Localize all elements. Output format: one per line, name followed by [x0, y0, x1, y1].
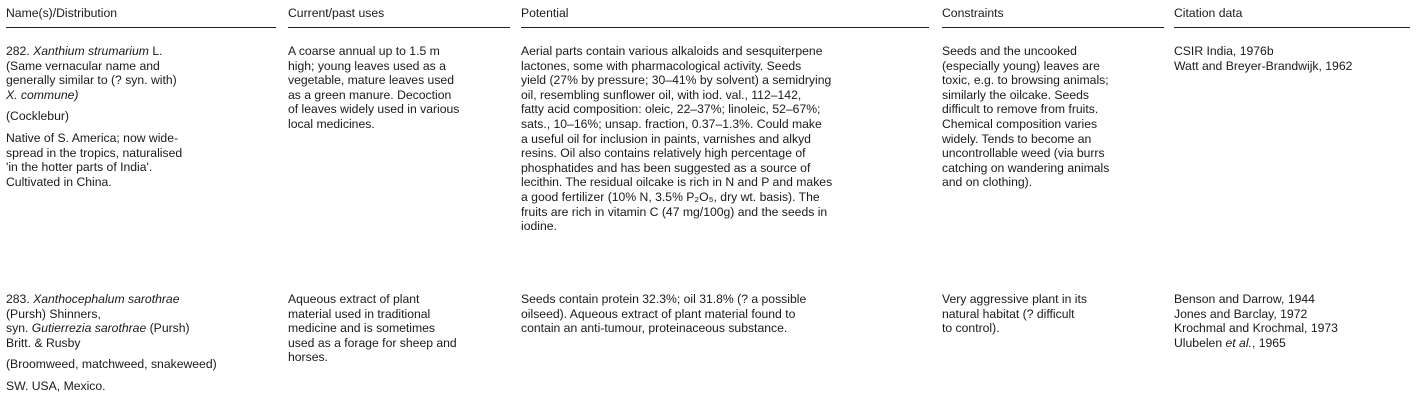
potential-line: contain an anti-tumour, proteinaceous substance.	[521, 321, 788, 336]
potential-line: fatty acid composition: oleic, 22–37%; linoleic, 52–67%;	[521, 102, 821, 117]
constraints-line: Seeds and the uncooked	[942, 44, 1077, 58]
row-283-uses	[288, 292, 510, 365]
uses-line: horses.	[288, 350, 328, 365]
synonym-authority: (Pursh)	[149, 321, 190, 336]
synonym-species: Gutierrezia sarothrae	[31, 321, 147, 336]
distribution-line: Cultivated in China.	[6, 174, 112, 189]
potential-line: Aerial parts contain various alkaloids and sesquiterpene	[521, 44, 823, 58]
header-rule-2	[288, 27, 510, 28]
species-name: Xanthocephalum sarothrae	[33, 292, 180, 306]
uses-line: vegetable, mature leaves used	[288, 73, 454, 88]
species-authority: (Pursh) Shinners,	[6, 306, 101, 321]
row-282-potential	[521, 44, 931, 234]
row-282-uses	[288, 44, 510, 132]
citation-line: Watt and Breyer-Brandwijk, 1962	[1174, 58, 1353, 73]
constraints-line: difficult to remove from fruits.	[942, 102, 1099, 117]
potential-line: oilseed). Aqueous extract of plant material found to	[521, 306, 796, 321]
uses-line: high; young leaves used as a	[288, 58, 446, 73]
distribution-line: Native of S. America; now wide-	[6, 130, 179, 145]
constraints-line: widely. Tends to become an	[942, 131, 1092, 146]
header-citation: Citation data	[1174, 6, 1243, 20]
species-line	[6, 292, 278, 307]
row-282-constraints	[942, 44, 1167, 190]
row-282-citations	[1174, 44, 1414, 73]
synonym-line	[6, 321, 278, 336]
citation-line: Krochmal and Krochmal, 1973	[1174, 321, 1338, 336]
potential-line: phosphatides and has been suggested as a source of	[521, 160, 811, 175]
synonym-authority-2: Britt. & Rusby	[6, 335, 81, 350]
synonym-note-1: (Same vernacular name and	[6, 58, 160, 73]
potential-line: oil, resembling sunflower oil, with iod. val., 112–142,	[521, 87, 802, 102]
uses-line: as a green manure. Decoction	[288, 87, 452, 102]
constraints-line: similarly the oilcake. Seeds	[942, 87, 1089, 102]
potential-line: iodine.	[521, 219, 557, 234]
constraints-line: to control).	[942, 321, 1000, 336]
row-283-names	[6, 292, 278, 394]
row-283-potential	[521, 292, 931, 336]
synonym-species: X. commune)	[6, 87, 79, 102]
uses-line: A coarse annual up to 1.5 m	[288, 44, 440, 58]
row-283-citations	[1174, 292, 1414, 350]
constraints-line: natural habitat (? difficult	[942, 306, 1075, 321]
citation-line: Benson and Darrow, 1944	[1174, 292, 1315, 306]
uses-line: of leaves widely used in various	[288, 102, 460, 117]
species-line	[6, 44, 278, 59]
header-uses: Current/past uses	[288, 6, 385, 20]
species-authority: L.	[152, 44, 163, 58]
header-rule-3	[521, 27, 929, 28]
distribution	[6, 131, 278, 189]
uses-line: material used in traditional	[288, 306, 431, 321]
common-name: (Cocklebur)	[6, 109, 69, 124]
constraints-line: (especially young) leaves are	[942, 58, 1100, 73]
synonym-note-2: generally similar to (? syn. with)	[6, 73, 177, 88]
species-name: Xanthium strumarium	[33, 44, 149, 58]
constraints-line: Very aggressive plant in its	[942, 292, 1087, 306]
header-constraints: Constraints	[942, 6, 1004, 20]
entry-number: 282.	[6, 44, 30, 58]
synonym-prefix: syn.	[6, 321, 29, 336]
potential-line: a useful oil for inclusion in paints, varnishes and alkyd	[521, 131, 811, 146]
potential-line: a good fertilizer (10% N, 3.5% P₂O₅, dry wt. basis). The	[521, 189, 820, 204]
potential-line: fruits are rich in vitamin C (47 mg/100g) and the seeds in	[521, 204, 828, 219]
potential-line: lecithin. The residual oilcake is rich in N and P and makes	[521, 175, 833, 190]
potential-line: lactones, some with pharmacological activity. Seeds	[521, 58, 802, 73]
common-name: (Broomweed, matchweed, snakeweed)	[6, 357, 217, 372]
citation-year: , 1965	[1251, 335, 1286, 350]
distribution-line: SW. USA, Mexico.	[6, 378, 106, 393]
uses-line: local medicines.	[288, 116, 375, 131]
header-rule-1	[6, 27, 276, 28]
citation-line: CSIR India, 1976b	[1174, 44, 1274, 58]
constraints-line: Chemical composition varies	[942, 116, 1098, 131]
header-potential: Potential	[521, 6, 569, 20]
distribution-line: 'in the hotter parts of India'.	[6, 160, 153, 175]
header-names: Name(s)/Distribution	[6, 6, 118, 20]
uses-line: used as a forage for sheep and	[288, 335, 457, 350]
citation-author: Ulubelen	[1174, 335, 1223, 350]
potential-line: resins. Oil also contains relatively high percentage of	[521, 146, 806, 161]
citation-line	[1174, 336, 1414, 351]
distribution-line: spread in the tropics, naturalised	[6, 145, 183, 160]
row-282-names	[6, 44, 278, 189]
uses-line: Aqueous extract of plant	[288, 292, 420, 306]
constraints-line: catching on wandering animals	[942, 160, 1110, 175]
synonym-species-line	[6, 88, 278, 103]
citation-etal: et al.	[1225, 335, 1252, 350]
constraints-line: uncontrollable weed (via burrs	[942, 146, 1105, 161]
row-283-constraints	[942, 292, 1167, 336]
entry-number: 283.	[6, 292, 30, 306]
potential-line: yield (27% by pressure; 30–41% by solvent) a semidrying	[521, 73, 832, 88]
header-rule-4	[942, 27, 1164, 28]
constraints-line: and on clothing).	[942, 175, 1033, 190]
constraints-line: toxic, e.g. to browsing animals;	[942, 73, 1109, 88]
header-rule-5	[1174, 27, 1410, 28]
potential-line: Seeds contain protein 32.3%; oil 31.8% (? a possible	[521, 292, 807, 306]
citation-line: Jones and Barclay, 1972	[1174, 306, 1308, 321]
potential-line: sats., 10–16%; unsap. fraction, 0.37–1.3%. Could make	[521, 116, 822, 131]
uses-line: medicine and is sometimes	[288, 321, 435, 336]
